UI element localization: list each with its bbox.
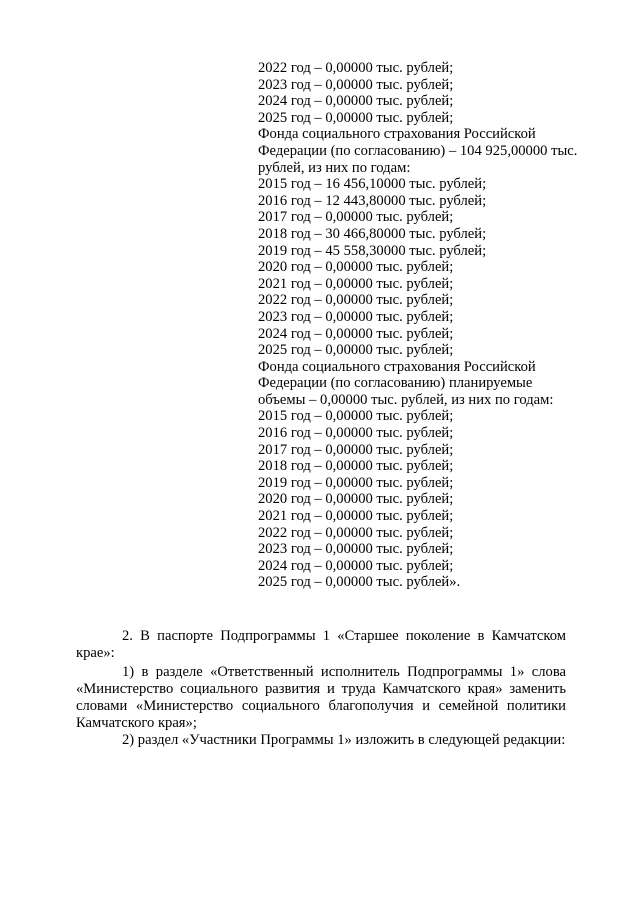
funding-line: 2025 год – 0,00000 тыс. рублей; bbox=[258, 109, 454, 126]
funding-breakdown-column bbox=[258, 60, 588, 591]
funding-line: Фонда социального страхования Российской bbox=[258, 126, 536, 143]
funding-line: 2019 год – 0,00000 тыс. рублей; bbox=[258, 474, 454, 491]
funding-line: рублей, из них по годам: bbox=[258, 159, 411, 176]
funding-line: 2023 год – 0,00000 тыс. рублей; bbox=[258, 76, 454, 93]
paragraph-responsible-executor: 1) в разделе «Ответственный исполнитель Подпрограммы 1» слова «Министерство социального развития и труда Камчатского края» заменить словами «Министерство социального благополучия и семейной политики Камчатского края»; bbox=[76, 664, 566, 731]
funding-line: Фонда социального страхования Российской bbox=[258, 358, 536, 375]
funding-line: 2018 год – 30 466,80000 тыс. рублей; bbox=[258, 225, 487, 242]
funding-line: 2022 год – 0,00000 тыс. рублей; bbox=[258, 60, 454, 76]
funding-line: 2018 год – 0,00000 тыс. рублей; bbox=[258, 458, 454, 475]
funding-line: объемы – 0,00000 тыс. рублей, из них по годам: bbox=[258, 391, 554, 408]
funding-line: 2020 год – 0,00000 тыс. рублей; bbox=[258, 491, 454, 508]
funding-line: 2016 год – 0,00000 тыс. рублей; bbox=[258, 425, 454, 442]
funding-line: 2022 год – 0,00000 тыс. рублей; bbox=[258, 524, 454, 541]
document-body bbox=[76, 628, 566, 749]
funding-line: 2024 год – 0,00000 тыс. рублей; bbox=[258, 93, 454, 110]
funding-line: 2019 год – 45 558,30000 тыс. рублей; bbox=[258, 242, 487, 259]
paragraph-participants: 2) раздел «Участники Программы 1» изложить в следующей редакции: bbox=[122, 732, 566, 748]
funding-line: 2024 год – 0,00000 тыс. рублей; bbox=[258, 325, 454, 342]
funding-line: Федерации (по согласованию) планируемые bbox=[258, 375, 533, 392]
funding-line: 2017 год – 0,00000 тыс. рублей; bbox=[258, 441, 454, 458]
funding-line: 2020 год – 0,00000 тыс. рублей; bbox=[258, 259, 454, 276]
funding-line: 2015 год – 0,00000 тыс. рублей; bbox=[258, 408, 454, 425]
funding-line: 2023 год – 0,00000 тыс. рублей; bbox=[258, 308, 454, 325]
funding-line: 2024 год – 0,00000 тыс. рублей; bbox=[258, 557, 454, 574]
funding-line: 2015 год – 16 456,10000 тыс. рублей; bbox=[258, 176, 487, 193]
funding-line: 2016 год – 12 443,80000 тыс. рублей; bbox=[258, 192, 487, 209]
funding-line: 2022 год – 0,00000 тыс. рублей; bbox=[258, 292, 454, 309]
paragraph-passport-subprogram: 2. В паспорте Подпрограммы 1 «Старшее поколение в Камчатском крае»: bbox=[76, 628, 566, 661]
funding-line: 2017 год – 0,00000 тыс. рублей; bbox=[258, 209, 454, 226]
funding-line: 2021 год – 0,00000 тыс. рублей; bbox=[258, 275, 454, 292]
funding-line: Федерации (по согласованию) – 104 925,00000 тыс. bbox=[258, 142, 578, 159]
funding-line: 2021 год – 0,00000 тыс. рублей; bbox=[258, 508, 454, 525]
funding-line: 2025 год – 0,00000 тыс. рублей; bbox=[258, 342, 454, 359]
funding-line: 2025 год – 0,00000 тыс. рублей». bbox=[258, 574, 461, 591]
funding-line: 2023 год – 0,00000 тыс. рублей; bbox=[258, 541, 454, 558]
